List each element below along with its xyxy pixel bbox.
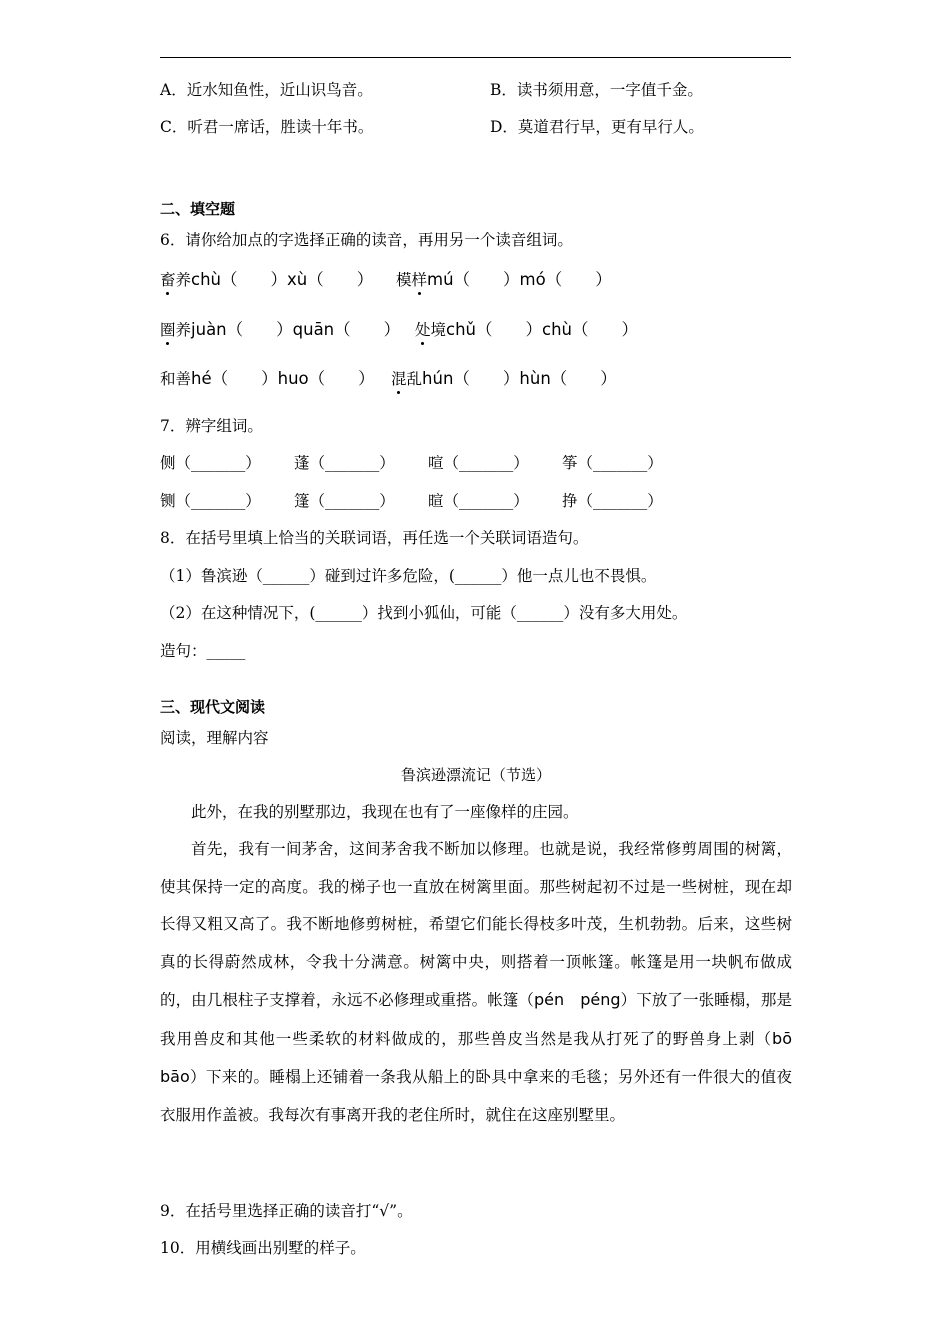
- pinyin-choice[interactable]: pén péng: [533, 990, 621, 1009]
- option-c[interactable]: C．听君一席话，胜读十年书。: [160, 118, 374, 136]
- reading-intro: 阅读，理解内容: [160, 729, 269, 747]
- q6-item-4: 处境chǔ（ ）chù（ ）: [415, 320, 639, 339]
- dotted-char: 畜: [160, 271, 176, 289]
- dotted-char: 混: [391, 370, 407, 388]
- q6-item-3: 圈养juàn（ ）quān（ ）: [160, 320, 401, 339]
- dotted-char: 圈: [160, 321, 176, 339]
- q7-blank[interactable]: 筝（_______）: [562, 454, 663, 472]
- q8-make-sentence[interactable]: 造句：_____: [160, 642, 246, 660]
- section-2-title: 二、填空题: [160, 200, 236, 218]
- q7-blank[interactable]: 侧（_______）: [160, 454, 261, 472]
- dotted-char: 处: [415, 321, 431, 339]
- q9-prompt: 9．在括号里选择正确的读音打“√”。: [160, 1202, 413, 1220]
- q6-item-5: 和善hé（ ）huo（ ）: [160, 369, 375, 388]
- q7-blank[interactable]: 篷（_______）: [294, 492, 395, 510]
- pinyin-options[interactable]: chù（ ）xù（ ）: [191, 270, 374, 289]
- dotted-char: 样: [411, 271, 428, 289]
- q6-prompt: 6．请你给加点的字选择正确的读音，再用另一个读音组词。: [160, 231, 573, 249]
- section-3-title: 三、现代文阅读: [160, 698, 266, 716]
- pinyin-choice[interactable]: bō bāo: [160, 1028, 809, 1086]
- q7-blank[interactable]: 暄（_______）: [428, 492, 529, 510]
- q6-item-2: 模样mú（ ）mó（ ）: [396, 270, 612, 289]
- pinyin-options[interactable]: juàn（ ）quān（ ）: [191, 320, 401, 339]
- pinyin-options[interactable]: chǔ（ ）chù（ ）: [446, 320, 639, 339]
- q7-blank[interactable]: 喧（_______）: [428, 454, 529, 472]
- passage-title: 鲁滨逊漂流记（节选）: [400, 766, 551, 784]
- option-a[interactable]: A．近水知鱼性，近山识鸟音。: [160, 81, 373, 99]
- header-rule: [160, 57, 791, 58]
- q8-sentence-1[interactable]: （1）鲁滨逊（______）碰到过许多危险，(______）他一点儿也不畏惧。: [160, 567, 657, 585]
- pinyin-options[interactable]: mú（ ）mó（ ）: [427, 270, 612, 289]
- passage-paragraph-2: 首先，我有一间茅舍，这间茅舍我不断加以修理。也就是说，我经常修剪周围的树篱，使其保持一定的高度。我的梯子也一直放在树篱里面。那些树起初不过是一些树桩，现在却长得又粗又高了。我不断地修剪树桩，希望它们能长得枝多叶茂，生机勃勃。后来，这些树真的长得蔚然成林，令我十分满意。树篱中央，则搭着一顶帐篷。帐篷是用一块帆布做成的，由几根柱子支撑着，永远不必修理或重搭。帐篷（pén péng）下放了一张睡榻，那是我用兽皮和其他一些柔软的材料做成的，那些兽皮当然是我从打死了的野兽身上剥（bō bāo）下来的。睡榻上还铺着一条我从船上的卧具中拿来的毛毯；另外还有一件很大的值夜衣服用作盖被。我每次有事离开我的老住所时，就住在这座别墅里。: [160, 840, 809, 1124]
- pinyin-options[interactable]: hún（ ）hùn（ ）: [422, 369, 617, 388]
- pinyin-options[interactable]: hé（ ）huo（ ）: [191, 369, 375, 388]
- option-d[interactable]: D．莫道君行早，更有早行人。: [490, 118, 704, 136]
- q6-item-6: 混乱hún（ ）hùn（ ）: [391, 369, 617, 388]
- option-b[interactable]: B．读书须用意，一字值千金。: [490, 81, 703, 99]
- q8-prompt: 8．在括号里填上恰当的关联词语，再任选一个关联词语造句。: [160, 529, 589, 547]
- q7-blank[interactable]: 铡（_______）: [160, 492, 261, 510]
- q7-prompt: 7．辨字组词。: [160, 417, 263, 435]
- passage-paragraph-1: 此外，在我的别墅那边，我现在也有了一座像样的庄园。: [191, 803, 579, 821]
- q7-blank[interactable]: 挣（_______）: [562, 492, 663, 510]
- q8-sentence-2[interactable]: （2）在这种情况下，(______）找到小狐仙，可能（______）没有多大用处。: [160, 604, 688, 622]
- q7-blank[interactable]: 蓬（_______）: [294, 454, 395, 472]
- q6-item-1: 畜养chù（ ）xù（ ）: [160, 270, 374, 289]
- q10-prompt: 10．用横线画出别墅的样子。: [160, 1239, 366, 1257]
